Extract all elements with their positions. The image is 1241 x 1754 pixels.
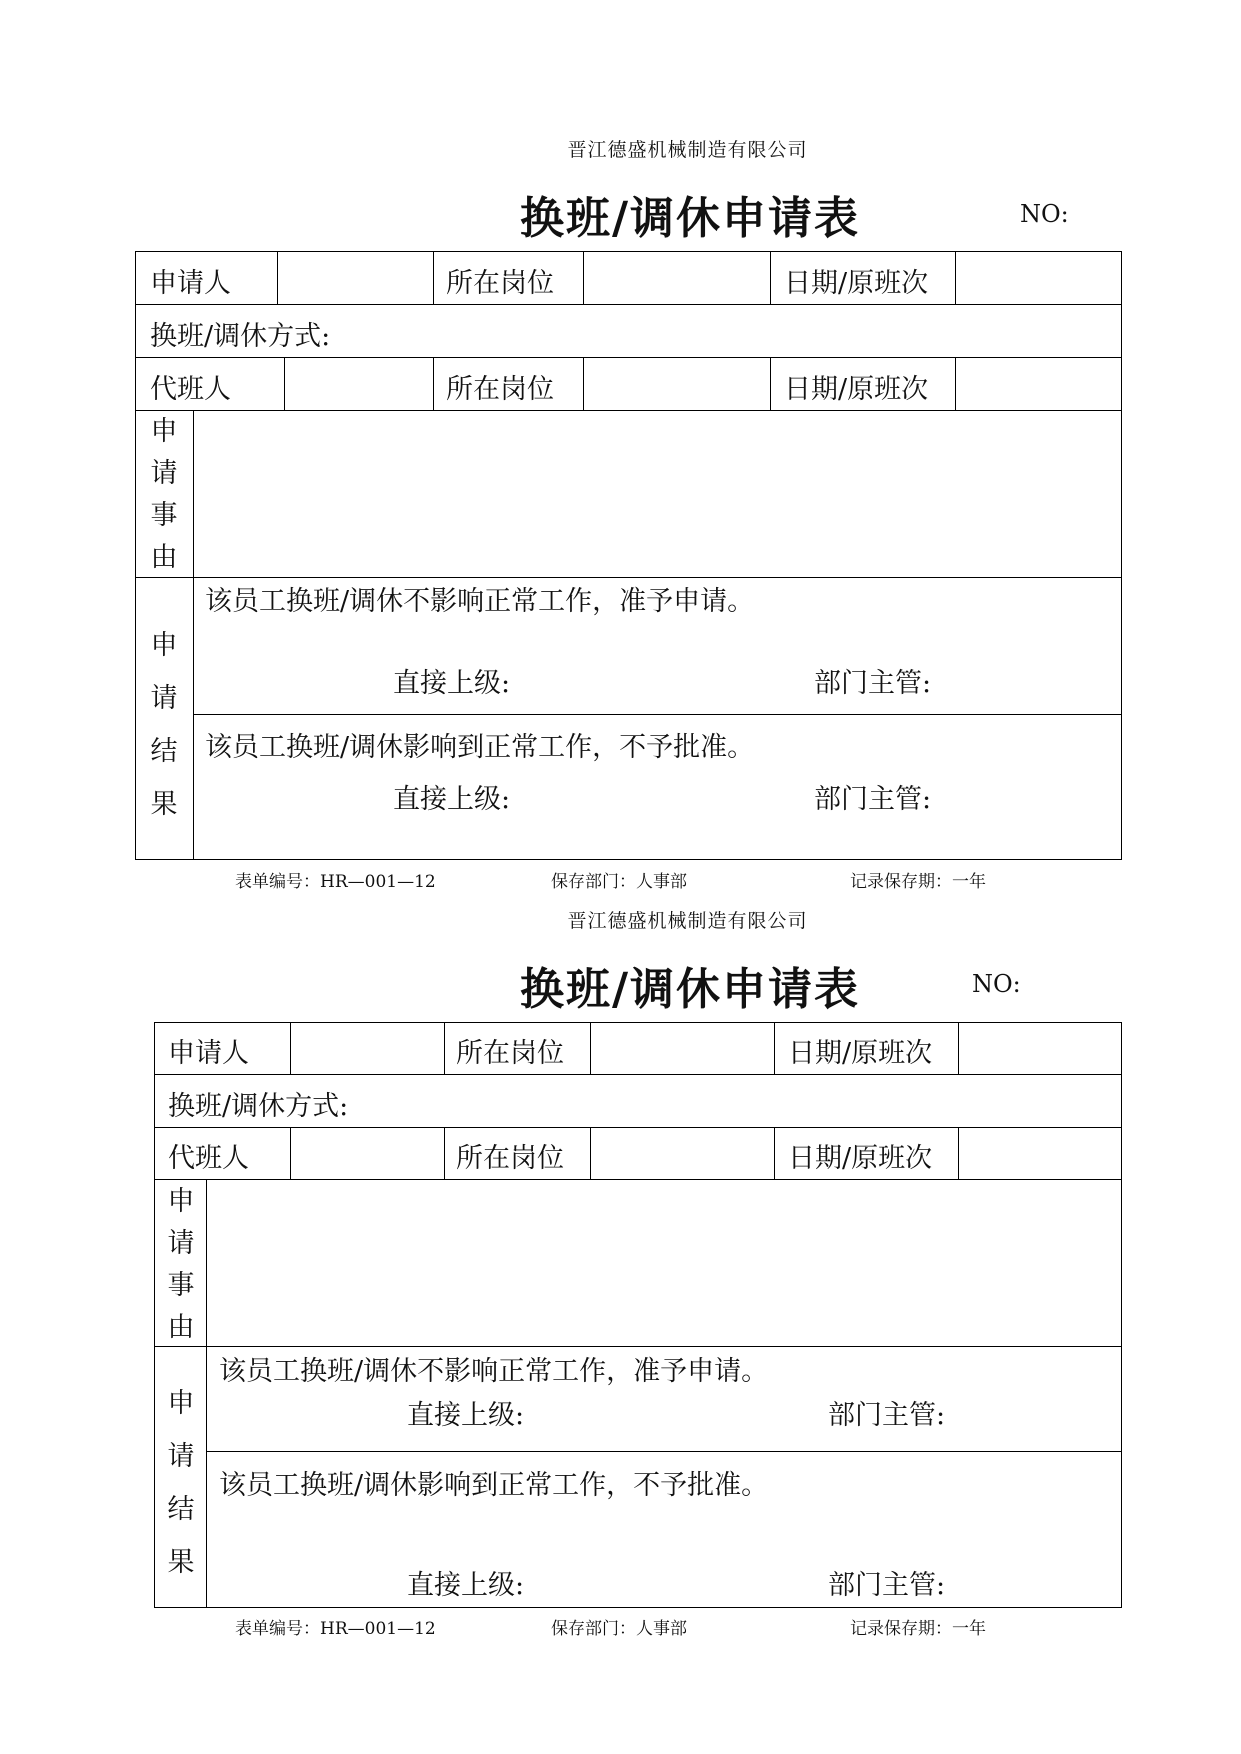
date-shift-label: 日期/原班次 (784, 268, 929, 299)
direct-superior-label: 直接上级: (407, 1570, 525, 1601)
date-shift-field[interactable] (965, 1028, 1117, 1070)
date-shift-label: 日期/原班次 (788, 1038, 933, 1069)
position-field[interactable] (590, 258, 765, 300)
dept-manager-label: 部门主管: (814, 784, 932, 815)
footer-dept: 保存部门：人事部 (551, 872, 687, 892)
footer-form-no: 表单编号：HR—001—12 (235, 1619, 436, 1639)
dept-manager-label: 部门主管: (828, 1570, 946, 1601)
footer-form-no: 表单编号：HR—001—12 (235, 872, 436, 892)
substitute-position-label: 所在岗位 (456, 1143, 564, 1174)
applicant-field[interactable] (290, 258, 428, 300)
applicant-label: 申请人 (150, 268, 231, 299)
direct-superior-label: 直接上级: (393, 668, 511, 699)
company-name: 晋江德盛机械制造有限公司 (567, 139, 808, 161)
position-label: 所在岗位 (456, 1038, 564, 1069)
method-label: 换班/调休方式: (150, 321, 331, 352)
reason-label: 申 请 事 由 (150, 416, 178, 573)
substitute-date-shift-field[interactable] (962, 364, 1117, 406)
approve-text: 该员工换班/调休不影响正常工作，准予申请。 (219, 1356, 769, 1387)
footer-retention: 记录保存期：一年 (850, 872, 986, 892)
substitute-date-shift-label: 日期/原班次 (788, 1143, 933, 1174)
position-label: 所在岗位 (446, 268, 554, 299)
applicant-label: 申请人 (168, 1038, 249, 1069)
substitute-field[interactable] (290, 364, 428, 406)
direct-superior-label: 直接上级: (393, 784, 511, 815)
form-title: 换班/调休申请表 (519, 193, 861, 244)
reject-text: 该员工换班/调休影响到正常工作，不予批准。 (219, 1470, 769, 1501)
position-field[interactable] (597, 1028, 769, 1070)
form-title: 换班/调休申请表 (519, 964, 861, 1015)
company-name: 晋江德盛机械制造有限公司 (567, 910, 808, 932)
method-label: 换班/调休方式: (168, 1091, 349, 1122)
reason-label: 申 请 事 由 (167, 1186, 195, 1343)
dept-manager-label: 部门主管: (828, 1400, 946, 1431)
approve-text: 该员工换班/调休不影响正常工作，准予申请。 (205, 586, 755, 617)
substitute-label: 代班人 (168, 1143, 249, 1174)
substitute-date-shift-field[interactable] (965, 1133, 1117, 1175)
applicant-field[interactable] (297, 1028, 439, 1070)
direct-superior-label: 直接上级: (407, 1400, 525, 1431)
dept-manager-label: 部门主管: (814, 668, 932, 699)
result-label: 申 请 结 果 (150, 630, 178, 820)
substitute-position-label: 所在岗位 (446, 374, 554, 405)
footer-dept: 保存部门：人事部 (551, 1619, 687, 1639)
reason-field[interactable] (200, 416, 1116, 572)
substitute-field[interactable] (297, 1133, 439, 1175)
substitute-label: 代班人 (150, 374, 231, 405)
form-number-label: NO: (972, 970, 1021, 998)
date-shift-field[interactable] (962, 258, 1117, 300)
substitute-position-field[interactable] (590, 364, 765, 406)
form-number-label: NO: (1020, 200, 1069, 228)
substitute-date-shift-label: 日期/原班次 (784, 374, 929, 405)
substitute-position-field[interactable] (597, 1133, 769, 1175)
result-label: 申 请 结 果 (167, 1388, 195, 1578)
reason-field[interactable] (213, 1185, 1117, 1341)
footer-retention: 记录保存期：一年 (850, 1619, 986, 1639)
reject-text: 该员工换班/调休影响到正常工作，不予批准。 (205, 732, 755, 763)
